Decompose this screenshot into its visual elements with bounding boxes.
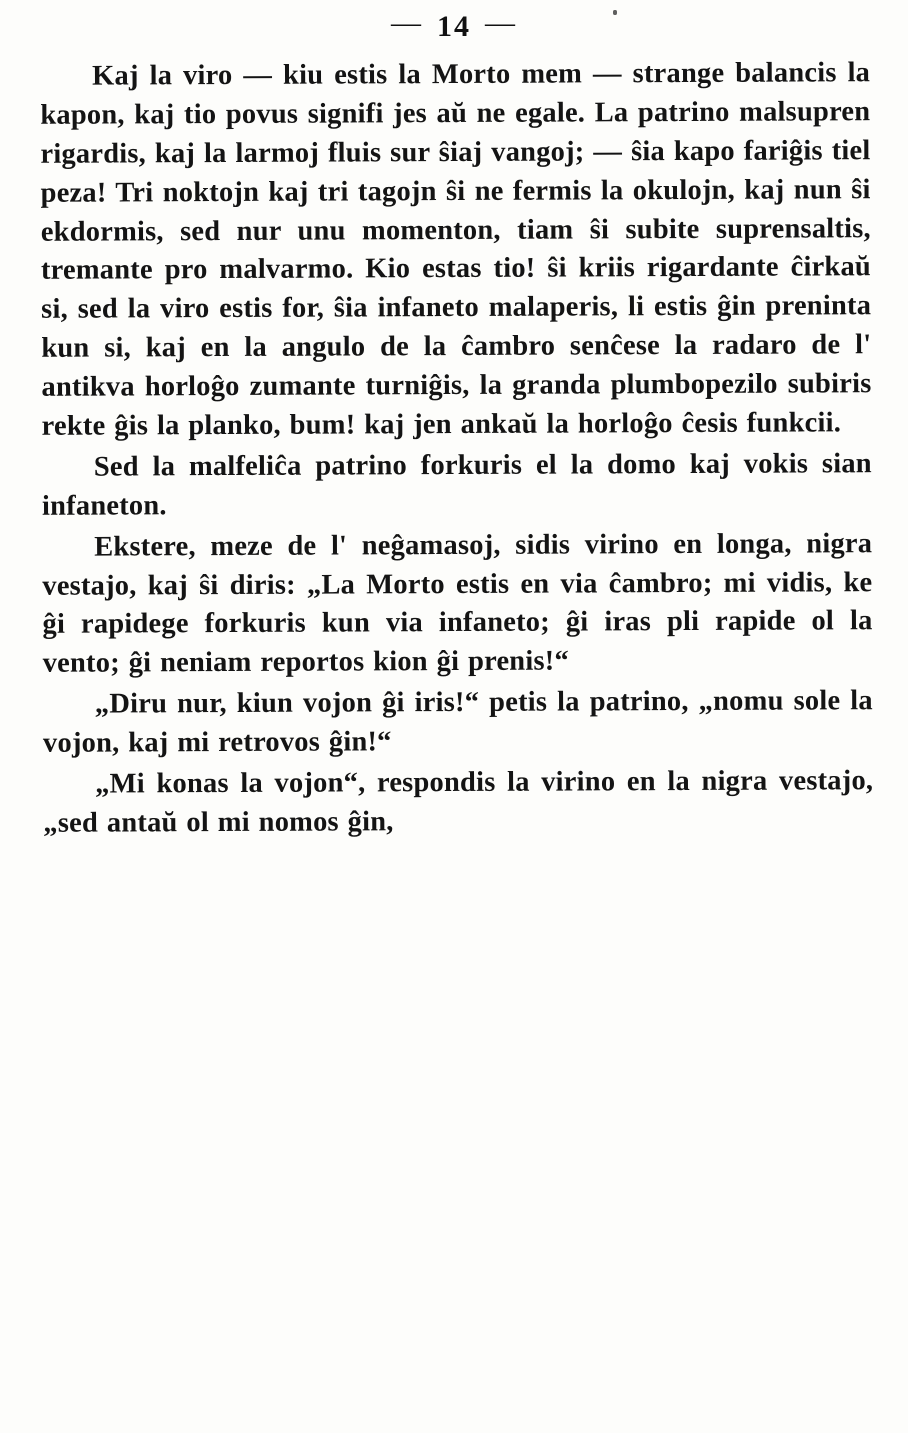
- paragraph: Sed la malfeliĉa patrino forkuris el la domo kaj vokis sian infaneton.: [41, 448, 872, 522]
- paragraph: Kaj la viro — kiu estis la Morto mem — strange balancis la kapon, kaj tio povus signifi jes aŭ ne egale. La patrino malsupren rigardis, kaj la larmoj fluis sur ŝiaj vangoj; — ŝia kapo fariĝis tiel peza! Tri noktojn kaj tri tagojn ŝi ne fermis la okulojn, kaj nun ŝi ekdormis, sed nur unu momenton, tiam ŝi subite suprensaltis, tremante pro malvarmo. Kio estas tio! ŝi kriis rigardante ĉirkaŭ si, sed la viro estis for, ŝia infaneto malaperis, li estis ĝin preninta kun si, kaj en la angulo de la ĉambro senĉese la radaro de l' antikva horloĝo zumante turniĝis, la granda plumbopezilo subiris rekte ĝis la planko, bum! kaj jen ankaŭ la horloĝo ĉesis funkcii.: [40, 57, 872, 442]
- paragraph: „Mi konas la vojon“, respondis la virino en la nigra vestajo, „sed antaŭ ol mi nomos ĝin,: [43, 765, 874, 839]
- page-header: [0, 0, 908, 50]
- page-number: 14: [437, 10, 471, 43]
- ink-speck: [613, 10, 617, 15]
- body-text: [0, 48, 908, 844]
- header-dash-left: —: [391, 6, 423, 39]
- paragraph: Ekstere, meze de l' neĝamasoj, sidis virino en longa, nigra vestajo, kaj ŝi diris: „La Morto estis en via ĉambro; mi vidis, ke ĝi rapidege forkuris kun via infaneto; ĝi iras pli rapide ol la vento; ĝi neniam reportos kion ĝi prenis!“: [42, 527, 873, 680]
- header-dash-right: —: [485, 6, 517, 39]
- paragraph: „Diru nur, kiun vojon ĝi iris!“ petis la patrino, „nomu sole la vojon, kaj mi retrovos ĝin!“: [42, 685, 873, 759]
